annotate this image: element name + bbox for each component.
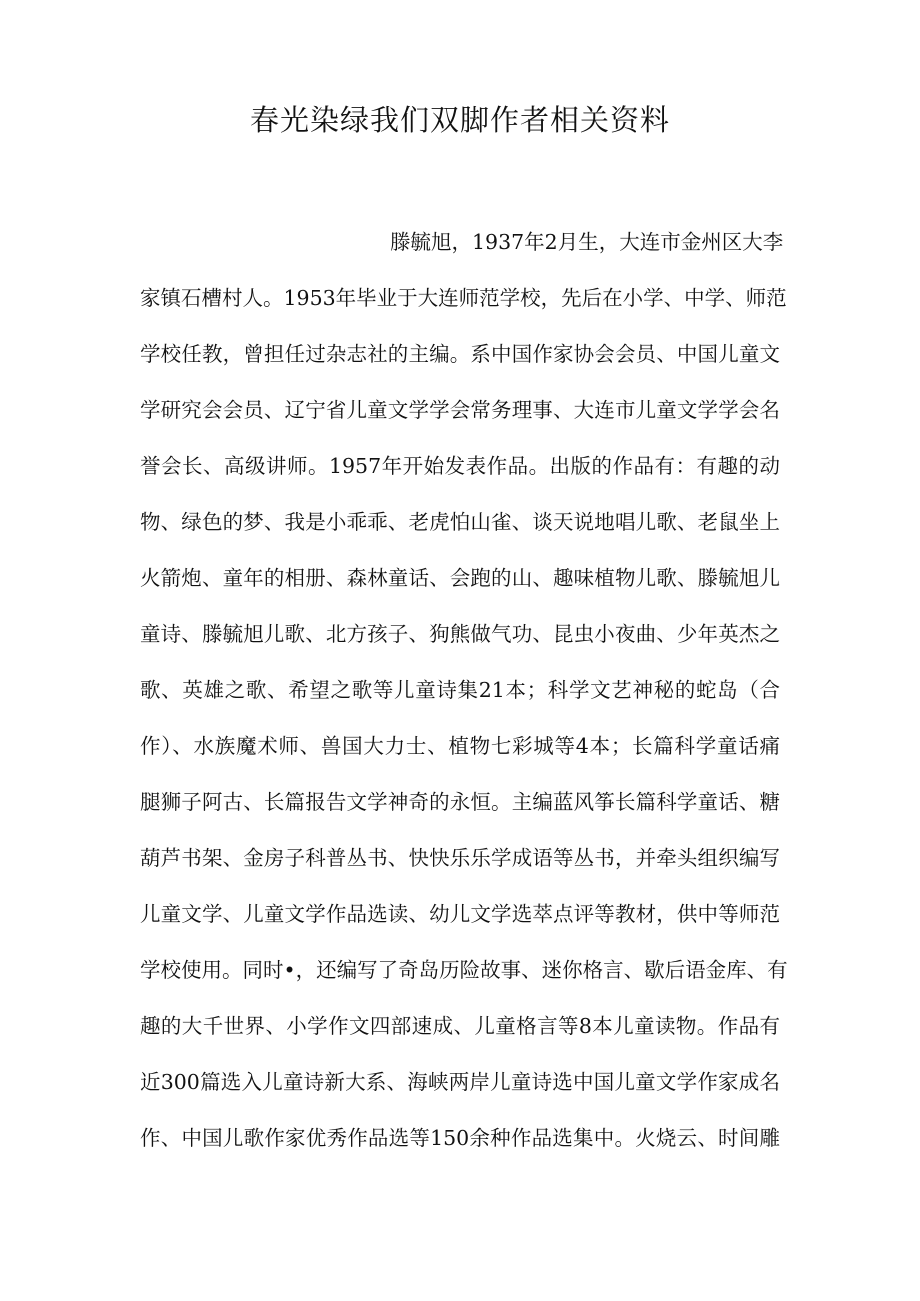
- paragraph-line: 学校使用。同时•，还编写了奇岛历险故事、迷你格言、歇后语金库、有: [140, 958, 788, 982]
- paragraph-line: 作）、水族魔术师、兽国大力士、植物七彩城等4本；长篇科学童话痛: [140, 734, 780, 758]
- paragraph-line: 儿童文学、儿童文学作品选读、幼儿文学选萃点评等教材，供中等师范: [140, 902, 780, 926]
- document-title: 春光染绿我们双脚作者相关资料: [249, 103, 670, 137]
- paragraph-line: 近300篇选入儿童诗新大系、海峡两岸儿童诗选中国儿童文学作家成名: [140, 1070, 780, 1094]
- paragraph-line: 物、绿色的梦、我是小乖乖、老虎怕山雀、谈天说地唱儿歌、老鼠坐上: [140, 510, 780, 534]
- paragraph-line: 滕毓旭，1937年2月生，大连市金州区大李: [390, 230, 784, 254]
- paragraph-line: 誉会长、高级讲师。1957年开始发表作品。出版的作品有：有趣的动: [140, 454, 780, 478]
- paragraph-line: 腿狮子阿古、长篇报告文学神奇的永恒。主编蓝风筝长篇科学童话、糖: [140, 790, 780, 814]
- paragraph-line: 学校任教，曾担任过杂志社的主编。系中国作家协会会员、中国儿童文: [140, 342, 780, 366]
- paragraph-line: 歌、英雄之歌、希望之歌等儿童诗集21本；科学文艺神秘的蛇岛（合: [140, 678, 780, 702]
- paragraph-line: 火箭炮、童年的相册、森林童话、会跑的山、趣味植物儿歌、滕毓旭儿: [140, 566, 780, 590]
- paragraph-line: 童诗、滕毓旭儿歌、北方孩子、狗熊做气功、昆虫小夜曲、少年英杰之: [140, 622, 780, 646]
- paragraph-line: 趣的大千世界、小学作文四部速成、儿童格言等8本儿童读物。作品有: [140, 1014, 780, 1038]
- paragraph-line: 作、中国儿歌作家优秀作品选等150余种作品选集中。火烧云、时间雕: [140, 1126, 780, 1150]
- paragraph-line: 家镇石槽村人。1953年毕业于大连师范学校，先后在小学、中学、师范: [140, 286, 787, 310]
- paragraph-line: 葫芦书架、金房子科普丛书、快快乐乐学成语等丛书，并牵头组织编写: [140, 846, 780, 870]
- paragraph-line: 学研究会会员、辽宁省儿童文学学会常务理事、大连市儿童文学学会名: [140, 398, 780, 422]
